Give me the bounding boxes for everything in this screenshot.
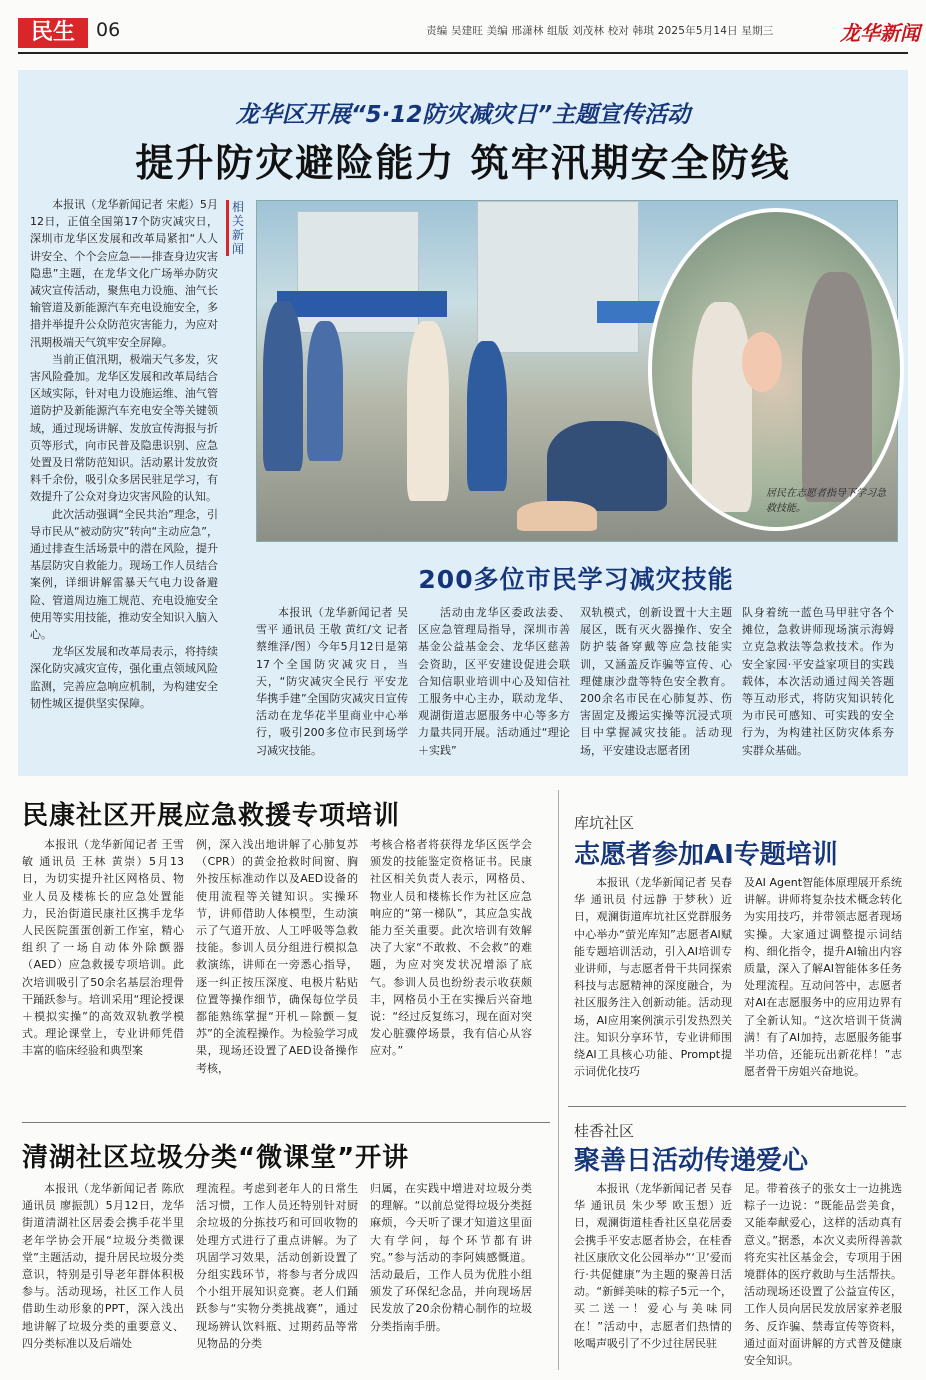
qinghu-column-3 [370, 1180, 532, 1335]
page-number: 06 [96, 19, 121, 41]
sub-paragraph: 队身着统一蓝色马甲驻守各个摊位，急救讲师现场演示海姆立克急救法等急救技术。作为安全家园·平安益家项目的实践载体，本次活动通过闯关答题等互动形式，将防灾知识转化为市民可感知、可实践的安全行为，为构建社区防灾体系夯实群众基础。 [742, 606, 894, 757]
guixiang-community: 桂香社区 [574, 1122, 635, 1140]
qinghu-headline: 清湖社区垃圾分类“微课堂”开讲 [22, 1143, 410, 1173]
inset-photo-circle [648, 208, 904, 531]
qinghu-paragraph: 本报讯（龙华新闻记者 陈欣 通讯员 廖振凯）5月12日，龙华街道清湖社区居委会携手花半里老年学协会开展“垃圾分类微课堂”主题活动，提升居民垃圾分类意识，特别是引导老年群体积极参与。活动现场，社区工作人员借助生动形象的PPT，深入浅出地讲解了垃圾分类的重要意义、四分类标准以及后端处 [22, 1182, 184, 1350]
minkang-headline: 民康社区开展应急救援专项培训 [22, 801, 401, 831]
sub-column-1 [256, 604, 408, 759]
masthead-rule [18, 52, 908, 54]
kukeng-column-2 [744, 874, 902, 1080]
kukeng-column-1 [574, 874, 732, 1080]
minkang-column-1 [22, 836, 184, 1060]
feature-paragraph: 此次活动强调“全民共治”理念，引导市民从“被动防灾”转向“主动应急”，通过排查生活场景中的潜在风险，提升基层防灾自救能力。现场工作人员结合案例，详细讲解雷暴天气电力设备避险、管道周边施工规范、充电设施安全使用等实用技能，推动安全知识入脑入心。 [30, 507, 218, 642]
sub-paragraph: 活动由龙华区委政法委、区应急管理局指导，深圳市善基金公益基金会、龙华区慈善会资助，区平安建设促进会联合知信职业培训中心及知信社工服务中心主办，联动龙华、观湖街道志愿服务中心等多方力量共同开展。活动通过“理论＋实践” [418, 606, 570, 757]
qinghu-paragraph: 理流程。考虑到老年人的日常生活习惯，工作人员还特别针对厨余垃圾的分拣技巧和可回收物的处理方式进行了重点讲解。为了巩固学习效果，活动创新设置了分组实践环节，将参与者分成四个小组开展知识竞赛。老人们踊跃参与“实物分类挑战赛”，通过现场辨认饮料瓶、过期药品等常见物品的分类 [196, 1182, 358, 1350]
feature-paragraph: 龙华区发展和改革局表示，将持续深化防灾减灾宣传，强化重点领域风险监测，完善应急响应机制，为构建安全韧性城区提供坚实保障。 [30, 645, 218, 710]
kukeng-paragraph: 及AI Agent智能体原理展开系统讲解。讲师将复杂技术概念转化为实用技巧，并带领志愿者现场实操。大家通过调整提示词结构、细化指令，提升AI输出内容质量，深入了解AI智能体多任务处理流程。互动问答中，志愿者对AI在志愿服务中的应用边界有了全新认知。“这次培训干货满满！有了AI加持，志愿服务能事半功倍，还能玩出新花样！”志愿者骨干房姐兴奋地说。 [744, 876, 902, 1079]
sub-column-3 [580, 604, 732, 759]
minkang-paragraph: 本报讯（龙华新闻记者 王雪敏 通讯员 王林 黄崇）5月13日，为切实提升社区网格员、物业人员及楼栋长的应急处置能力，民治街道民康社区携手龙华人民医院蛋蛋创新工作室，精心组织了一场自动体外除颤器（AED）应急救援专项培训。此次培训吸引了50余名基层治理骨干踊跃参与。培训采用“理论授课＋模拟实操”的高效双轨教学模式。理论课堂上，专业讲师凭借丰富的临床经验和典型案 [22, 838, 184, 1058]
photo-caption: 居民在志愿者指导下学习急救技能。 [766, 488, 886, 514]
minkang-column-2 [196, 836, 358, 1077]
qinghu-column-2 [196, 1180, 358, 1352]
editor-meta: 责编 吴建旺 美编 邢潇林 组版 刘茂林 校对 韩琪 2025年5月14日 星期三 [426, 25, 774, 37]
section-tag: 民生 [18, 18, 88, 48]
sub-column-4 [742, 604, 894, 759]
guixiang-headline: 聚善日活动传递爱心 [574, 1146, 809, 1176]
kukeng-community: 库坑社区 [574, 814, 635, 832]
sub-column-2 [418, 604, 570, 759]
feature-kicker: 龙华区开展“5·12防灾减灾日”主题宣传活动 [235, 102, 691, 128]
feature-paragraph: 当前正值汛期，极端天气多发，灾害风险叠加。龙华区发展和改革局结合区域实际，针对电力设施运维、油气管道防护及新能源汽车充电安全等关键领域，通过现场讲解、发放宣传海报与折页等形式，向市民普及隐患识别、应急处置及日常防范知识。活动累计发放资料千余份，吸引众多居民驻足学习，有效提升了公众对身边灾害风险的认知。 [30, 352, 218, 504]
column-divider [558, 790, 559, 1370]
minkang-paragraph: 考核合格者将获得龙华区医学会颁发的技能鉴定资格证书。民康社区相关负责人表示，网格员、物业人员和楼栋长作为社区应急响应的“第一梯队”，其应急实战能力至关重要。此次培训有效解决了大家“不敢救、不会救”的难题，为应对突发状况增添了底气。参训人员也纷纷表示收获颇丰，网格员小王在实操后兴奋地说：“经过反复练习，现在面对突发心脏骤停场景，我有信心从容应对。” [370, 838, 532, 1058]
qinghu-column-1 [22, 1180, 184, 1352]
sub-paragraph: 双轨模式，创新设置十大主题展区，既有灭火器操作、安全防护装备穿戴等应急技能实训，又涵盖反诈骗等宣传、心理健康沙盘等特色安全教育。200余名市民在心肺复苏、伤害固定及搬运实操等沉浸式项目中掌握减灾技能。活动现场，平安建设志愿者团 [580, 606, 732, 757]
guixiang-paragraph: 本报讯（龙华新闻记者 吴春华 通讯员 朱少琴 欧玉想）近日，观澜街道桂香社区皇花居委会携手平安志愿者协会，在桂香社区康欣文化公园举办“‘卫’爱而行·共促健康”为主题的聚善日活动。“新鲜美味的粽子5元一个，买二送一！爱心与美味同在！”活动中，志愿者们热情的吆喝声吸引了不少过往居民驻 [574, 1182, 732, 1350]
guixiang-column-1 [574, 1180, 732, 1352]
kukeng-paragraph: 本报讯（龙华新闻记者 吴春华 通讯员 付远静 于梦秋）近日，观澜街道库坑社区党群服务中心举办“萤光库知”志愿者AI赋能专题培训活动，引入AI培训专业讲师，与志愿者骨干共同探索科技与志愿精神的深度融合，为社区服务注入创新动能。活动现场，AI应用案例演示引发热烈关注。知识分享环节，专业讲师围绕AI工具核心功能、Prompt提示词优化技巧 [574, 876, 732, 1079]
related-news-tag: 相关新闻 [226, 200, 248, 256]
feature-left-column [30, 196, 218, 712]
feature-headline: 提升防灾避险能力 筑牢汛期安全防线 [135, 141, 791, 185]
guixiang-paragraph: 足。带着孩子的张女士一边挑选粽子一边说：“既能品尝美食，又能奉献爱心，这样的活动真有意义。”据悉，本次义卖所得善款将充实社区基金会，专项用于困境群体的医疗救助与生活帮扶。活动现场还设置了公益宣传区，工作人员向居民发放居家养老服务、反诈骗、禁毒宣传等资料，通过面对面讲解的方式普及健康安全知识。 [744, 1182, 902, 1368]
section-divider [22, 1122, 550, 1123]
kukeng-headline: 志愿者参加AI专题培训 [574, 840, 838, 870]
guixiang-column-2 [744, 1180, 902, 1369]
qinghu-paragraph: 归属，在实践中增进对垃圾分类的理解。“以前总觉得垃圾分类挺麻烦，今天听了课才知道这里面大有学问，每个环节都有讲究。”参与活动的李阿姨感慨道。活动最后，工作人员为优胜小组颁发了环保纪念品，并向现场居民发放了20余份精心制作的垃圾分类指南手册。 [370, 1182, 532, 1333]
minkang-paragraph: 例，深入浅出地讲解了心肺复苏（CPR）的黄金抢救时间窗、胸外按压标准动作以及AED设备的使用流程等关键知识。实操环节，讲师借助人体模型，生动演示了气道开放、人工呼吸等急救技能。参训人员分组进行模拟急救演练，讲师在一旁悉心指导，逐一纠正按压深度、电极片粘贴位置等操作细节，确保每位学员都能熟练掌握“开机－除颤－复苏”的全流程操作。为检验学习成果，现场还设置了AED设备操作考核， [196, 838, 358, 1075]
minkang-column-3 [370, 836, 532, 1060]
section-divider [568, 1106, 906, 1107]
sub-paragraph: 本报讯（龙华新闻记者 吴雪平 通讯员 王敬 黄红/文 记者 蔡维泽/图）今年5月12日是第17个全国防灾减灾日，当天，“防灾减灾全民行 平安龙华携手建”全国防灾减灾日宣传活动在龙华花半里商业中心举行，吸引200多位市民到场学习减灾技能。 [256, 606, 408, 757]
feature-subheadline: 200多位市民学习减灾技能 [418, 565, 734, 594]
feature-paragraph: 本报讯（龙华新闻记者 宋彪）5月12日，正值全国第17个防灾减灾日，深圳市龙华区发展和改革局紧扣“人人讲安全、个个会应急——排查身边灾害隐患”主题，在龙华文化广场举办防灾减灾宣传活动，聚焦电力设施、油气长输管道及新能源汽车充电设施安全，多措并举提升公众防范灾害能力，为应对汛期极端天气筑牢安全屏障。 [30, 198, 218, 349]
newspaper-logo: 龙华新闻 [840, 21, 920, 45]
